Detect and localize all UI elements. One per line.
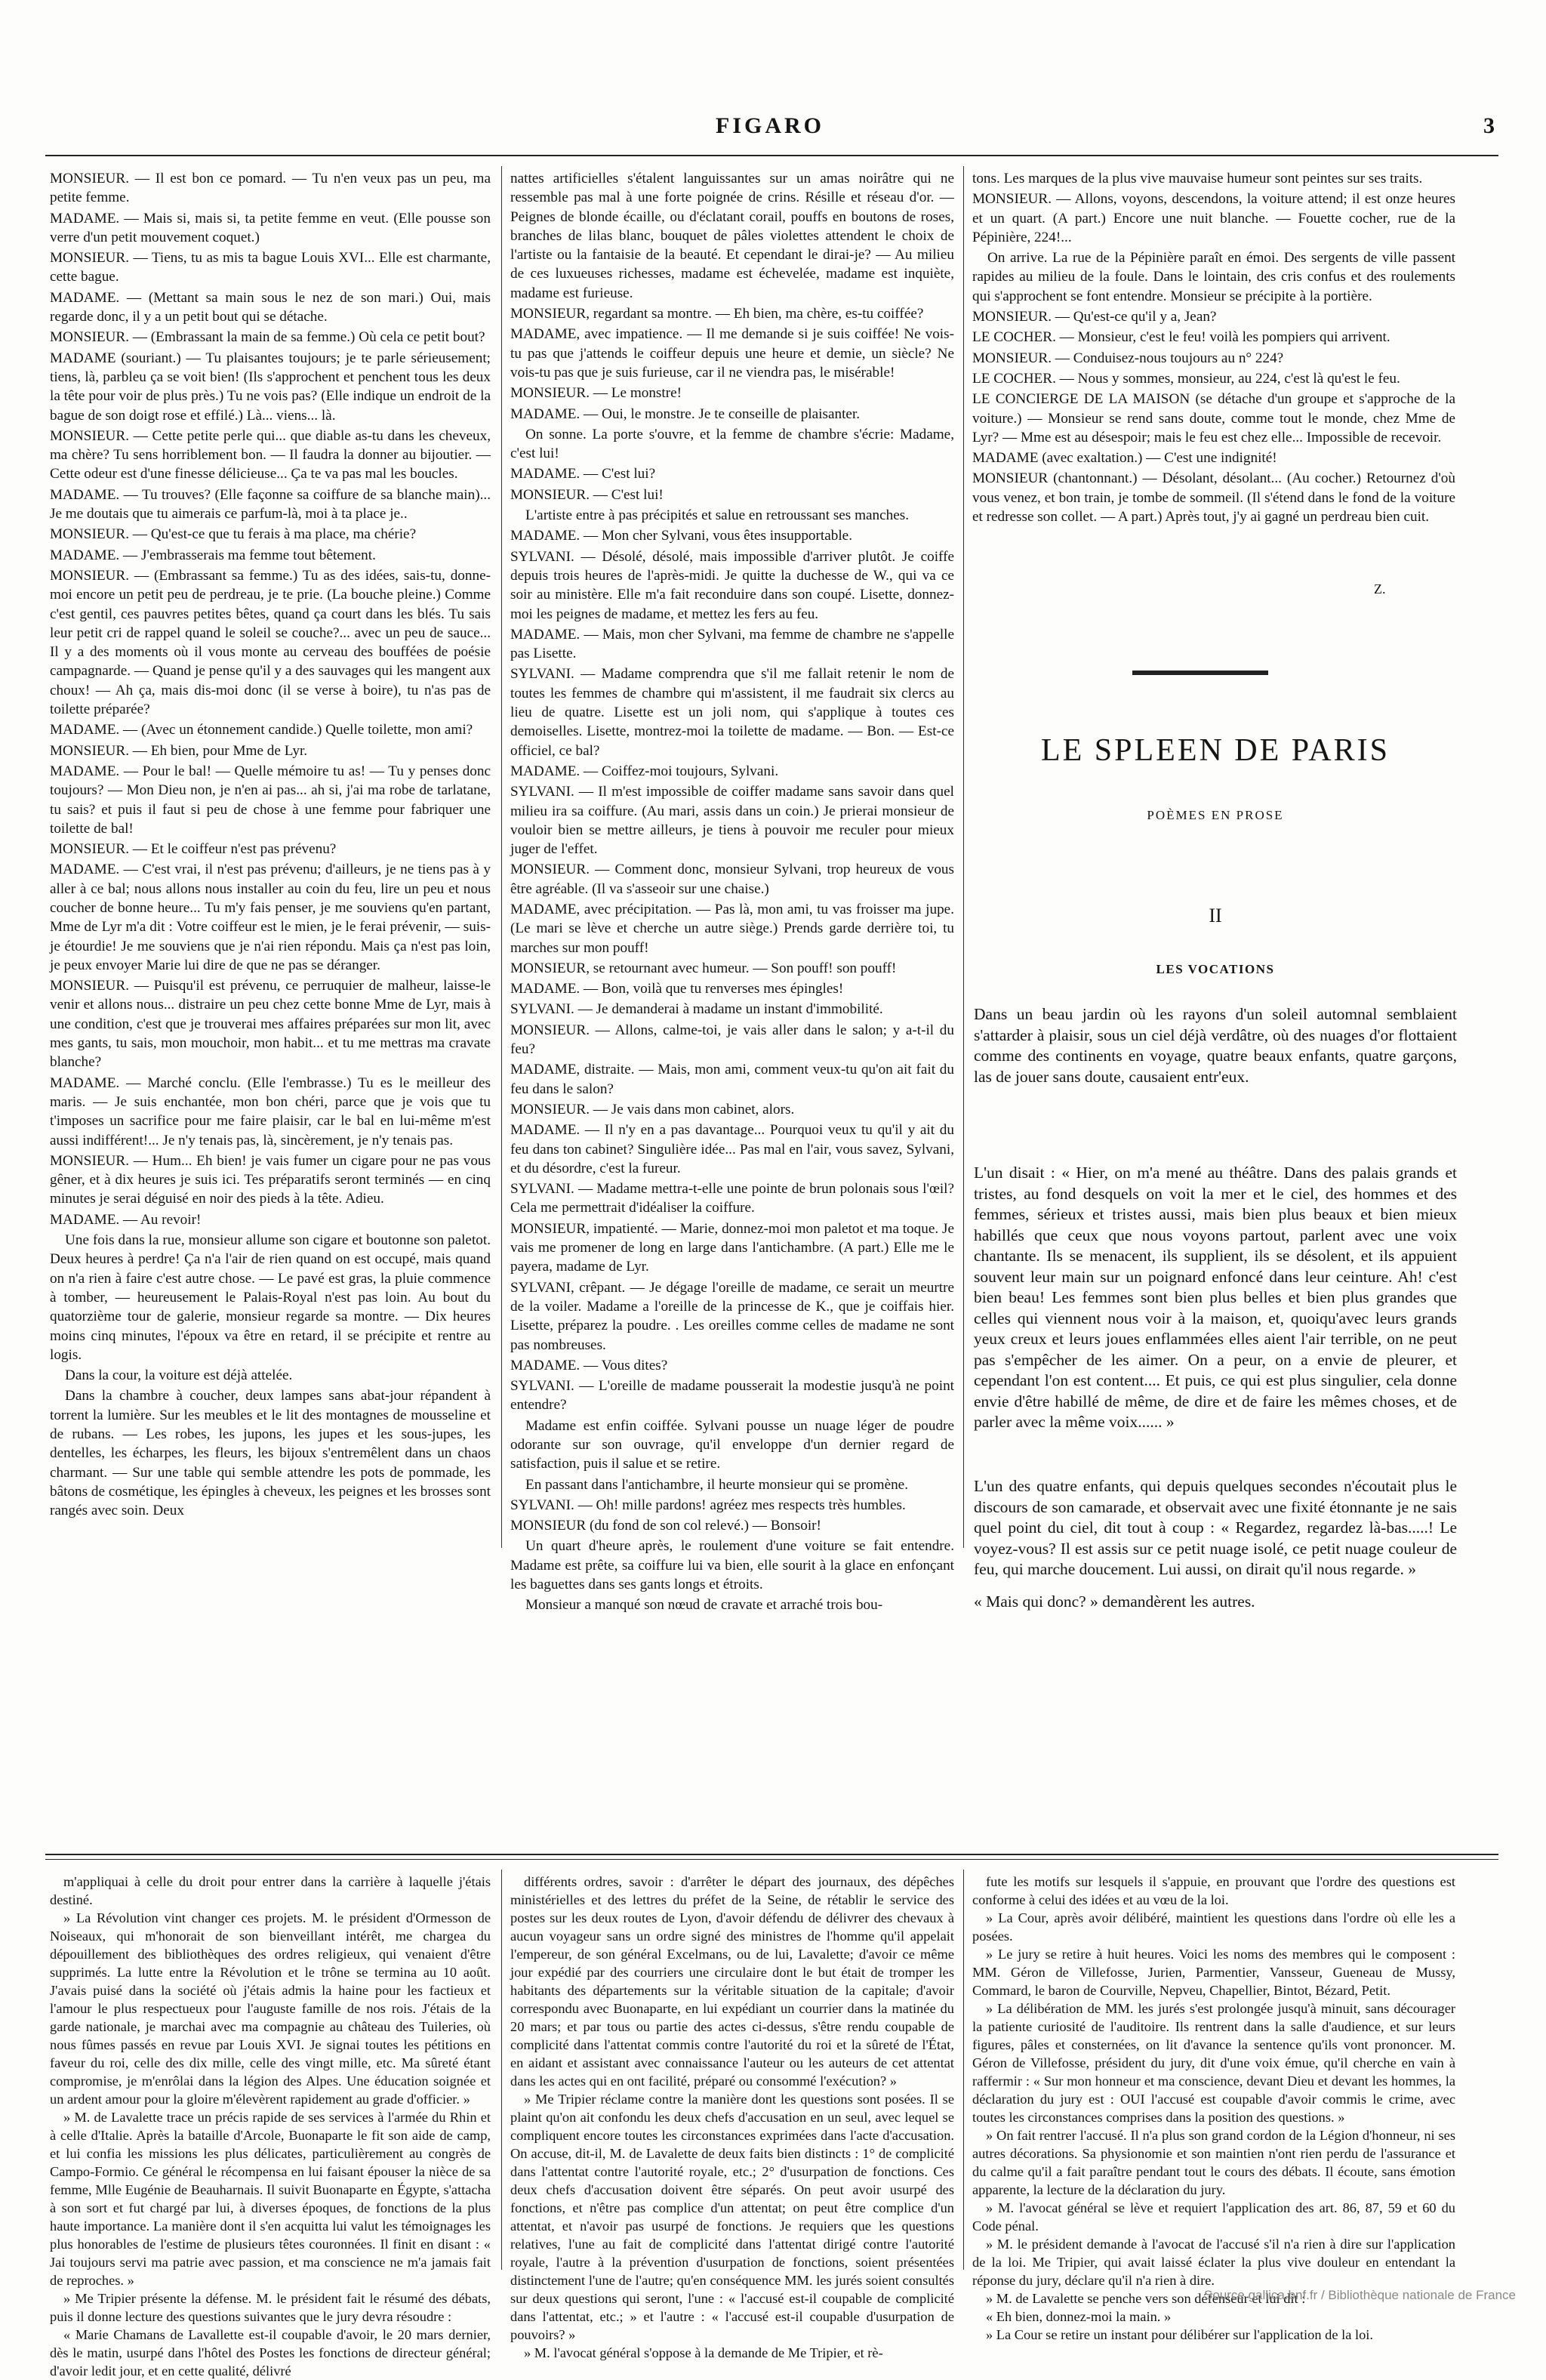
- paragraph: Madame est enfin coiffée. Sylvani pousse un nuage léger de poudre odorante sur son ouvrage, qu'il enveloppe d'un dernier regard de satisfaction, puis il salue et se retire.: [510, 1417, 954, 1472]
- paragraph: fute les motifs sur lesquels il s'appuie, en prouvant que l'ordre des questions est conforme à celui des idées et au vœu de la loi.: [972, 1874, 1455, 1907]
- paragraph: MADAME. — (Mettant sa main sous le nez de son mari.) Oui, mais regarde donc, il y a un petit bout qui se détache.: [50, 289, 491, 325]
- signature: Z.: [1374, 581, 1386, 597]
- paragraph: SYLVANI. — Madame mettra-t-elle une pointe de brun polonais sous l'œil? Cela me permettrait d'idéaliser la coiffure.: [510, 1181, 954, 1216]
- paragraph: MONSIEUR. — Allons, calme-toi, je vais aller dans le salon; y a-t-il du feu?: [510, 1022, 954, 1058]
- paragraph: m'appliquai à celle du droit pour entrer dans la carrière à laquelle j'étais destiné.: [50, 1874, 491, 1907]
- paragraph: MADAME. — Mais si, mais si, ta petite femme en veut. (Elle pousse son verre d'un petit mouvement coquet.): [50, 210, 491, 245]
- paragraph: On arrive. La rue de la Pépinière paraît en émoi. Des sergents de ville passent rapides au milieu de la foule. Dans le lointain, des cris confus et des roulements qui s'approchent se font entendre. Monsieur se précipite à la portière.: [972, 250, 1455, 304]
- paragraph: MADAME. — Pour le bal! — Quelle mémoire tu as! — Tu y penses donc toujours? — Mon Dieu non, je n'en ai pas... ah si, j'ai ma robe de tarlatane, tu sais? et puis il faut si peu de chose à une femme pour fabriquer une toilette de bal!: [50, 763, 491, 837]
- paragraph: SYLVANI. — Désolé, désolé, mais impossible d'arriver plutôt. Je coiffe depuis trois heures de l'après-midi. Je quitte la duchesse de W., qui va ce soir au ministère. Elle m'a fait reconduire dans son coupé. Lisette, donnez-moi les peignes de madame, et mettez les fers au feu.: [510, 548, 954, 622]
- bottom-column-2: [510, 1873, 954, 2360]
- paragraph: Dans la chambre à coucher, deux lampes sans abat-jour répandent à torrent la lumière. Sur les meubles et le lit des montagnes de mousseline et de rubans. — Les robes, les jupons, les jupes et les sous-jupes, les dentelles, les écharpes, les fleurs, les bijoux s'entremêlent dans un chaos charmant. — Sur une table qui semble attendre les pots de pommade, les bâtons de cosmétique, les épingles à cheveux, les peignes et les brosses sont rangés avec soin. Deux: [50, 1388, 491, 1519]
- poem-paragraph: Dans un beau jardin où les rayons d'un soleil automnal semblaient s'attarder à plaisir, sous un ciel déjà verdâtre, où des nuages d'or flottaient comme des continents en voyage, quatre beaux enfants, quatre garçons, las de jouer sans doute, causaient entr'eux.: [974, 1005, 1457, 1086]
- paragraph: En passant dans l'antichambre, il heurte monsieur qui se promène.: [525, 1476, 908, 1493]
- column-2-dialogue: [510, 169, 954, 1614]
- paragraph: MADAME. — Oui, le monstre. Je te conseille de plaisanter.: [510, 405, 861, 422]
- source-credit: Source gallica.bnf.fr / Bibliothèque nationale de France: [1204, 2288, 1516, 2302]
- paragraph: MADAME (souriant.) — Tu plaisantes toujours; je te parle sérieusement; tiens, là, parbleu ça se voit bien! (Ils s'approchent et penchent tous les deux la tête pour voir de plus près.) Tu ne vois pas? (Elle indique un endroit de la bague de son doigt rose et effilé.) Là... viens... là.: [50, 350, 491, 424]
- column-divider: [963, 166, 964, 1548]
- paragraph: » On fait rentrer l'accusé. Il n'a plus son grand cordon de la Légion d'honneur, ni ses autres décorations. Sa physionomie et son maintien n'ont rien perdu de l'assurance et du calme qu'il a fait paraître pendant tout le cours des débats. Il écoute, sans émotion apparente, la lecture de la déclaration du jury.: [972, 2128, 1455, 2197]
- section-heading: LES VOCATIONS: [1156, 962, 1275, 976]
- paragraph: MONSIEUR. — Cette petite perle qui... que diable as-tu dans les cheveux, ma chère? Tu sens horriblement bon. — Il faudra la donner au bijoutier. — Cette odeur est d'une finesse délicieuse... Ça te va pas mal les boucles.: [50, 427, 491, 482]
- ornament-rule: [1132, 671, 1268, 675]
- paragraph: différents ordres, savoir : d'arrêter le départ des journaux, des dépêches ministérielles et des lettres du préfet de la Seine, de rétablir le service des postes sur les deux routes de Lyon, d'avoir défendu de délivrer des chevaux à aucun voyageur sans un ordre signé des ministres de l'homme qu'il appelait l'empereur, de son général Excelmans, ou de lui, Lavalette; d'avoir ce même jour expédié par des courriers une circulaire dont le but était de tromper les habitants des départements sur la véritable situation de la capitale; d'avoir correspondu avec Buonaparte, en lui expédiant un courrier dans la matinée du 20 mars; et par tous ou partie des actes ci-dessus, s'être rendu coupable de complicité dans l'attentat commis contre l'autorité du roi et la sûreté de l'État, en aidant et assistant avec connaissance l'auteur ou les auteurs de cet attentat dans les actes qui en ont facilité, préparé ou consommé l'exécution? »: [510, 1874, 954, 2089]
- paragraph: MONSIEUR, impatienté. — Marie, donnez-moi mon paletot et ma toque. Je vais me promener de long en large dans l'antichambre. (A part.) Elle me le payera, madame de Lyr.: [510, 1220, 954, 1275]
- paragraph: » M. le président demande à l'avocat de l'accusé s'il n'a rien à dire sur l'application de la loi. Me Tripier, qui avait laissé éclater la plus vive douleur en entendant la réponse du jury, déclare qu'il n'a rien à dire.: [972, 2237, 1455, 2288]
- paragraph: nattes artificielles s'étalent languissantes sur un amas noirâtre qui ne ressemble pas mal à une forte poignée de crins. Résille et réseau d'or. — Peignes de blonde écaille, ou d'éclatant corail, pouffs en boutons de roses, branches de lilas blanc, bouquet de pâles violettes attendent le choix de l'artiste ou la fantaisie de la beauté. Et cependant le dirai-je? — Au milieu de ces luxueuses richesses, madame est échevelée, madame est inquiète, madame est furieuse.: [510, 171, 954, 301]
- paragraph: MONSIEUR. — Puisqu'il est prévenu, ce perruquier de malheur, laisse-le venir et allons nous... distraire un peu chez cette bonne Mme de Lyr, mais à une condition, c'est que je trouverai mes affaires préparées sur mon lit, avec mes gants, tu sais, mon mouchoir, mon habit... et tu me mettras ma cravate blanche?: [50, 978, 491, 1071]
- column-divider: [501, 1870, 502, 2270]
- paragraph: » La délibération de MM. les jurés s'est prolongée jusqu'à minuit, sans décourager la patiente curiosité de l'auditoire. Ils rentrent dans la salle d'audience, et sur leurs figures, pâles et consternées, on lit d'avance la sentence qu'ils vont prononcer. M. Géron de Villefosse, président du jury, dit d'une voix émue, qu'il cherche en vain à raffermir : « Sur mon honneur et ma conscience, devant Dieu et devant les hommes, la déclaration du jury est : OUI l'accusé est coupable d'avoir commis le crime, avec toutes les circonstances comprises dans la position des questions. »: [972, 2001, 1455, 2125]
- paragraph: MADAME, distraite. — Mais, mon ami, comment veux-tu qu'on ait fait du feu dans le salon?: [510, 1062, 954, 1097]
- paragraph: MONSIEUR. — Il est bon ce pomard. — Tu n'en veux pas un peu, ma petite femme.: [50, 171, 491, 206]
- bottom-column-1: [50, 1873, 491, 2378]
- poem-paragraph: « Mais qui donc? » demandèrent les autres.: [974, 1592, 1255, 1611]
- paragraph: » La Révolution vint changer ces projets. M. le président d'Ormesson de Noiseaux, qui m'honorait de son bienveillant intérêt, me chargea du dépouillement des bibliothèques des ordres religieux, qui venaient d'être supprimés. La lutte entre la Révolution et le trône se termina au 10 août. J'avais puisé dans la société où j'étais admis la haine pour les factieux et l'amour le plus respectueux pour l'auguste famille de nos rois. J'étais de la garde nationale, je marchai avec ma compagnie au château des Tuileries, où nous fûmes passés en revue par Louis XVI. Je signai toutes les pétitions en faveur du roi, celle des dix mille, celle des vingt mille, etc. Ma sûreté étant compromise, je m'enrôlai dans la légion des Alpes. Une éducation soignée et un ardent amour pour la gloire m'élevèrent rapidement au grade d'officier. »: [50, 1910, 491, 2107]
- section-rule: [45, 1854, 1498, 1855]
- paragraph: MONSIEUR. — Je vais dans mon cabinet, alors.: [510, 1101, 795, 1118]
- paragraph: « Eh bien, donnez-moi la main. »: [986, 2309, 1172, 2324]
- column-1-dialogue: [50, 169, 491, 1558]
- paragraph: MONSIEUR. — Tiens, tu as mis ta bague Louis XVI... Elle est charmante, cette bague.: [50, 250, 491, 285]
- paragraph: MONSIEUR. — Qu'est-ce que tu ferais à ma place, ma chérie?: [50, 526, 417, 543]
- paragraph: » Me Tripier réclame contre la manière dont les questions sont posées. Il se plaint qu'on ait confondu les deux chefs d'accusation en un seul, avec lequel se compliquent encore toutes les circonstances exprimées dans l'acte d'accusation. On accuse, dit-il, M. de Lavalette de deux faits bien distincts : 1° de complicité dans l'attentat contre l'autorité royale, etc.; 2° d'usurpation de fonctions. Ces deux chefs d'accusation doivent être séparés. On peut avoir usurpé des fonctions, et n'être pas complice d'un attentat; on peut être complice d'un attentat, et n'avoir pas usurpé de fonctions. Je requiers que les questions relatives, l'une au fait de complicité dans l'attentat dirigé contre l'autorité royale, l'autre à la prévention d'usurpation de fonctions, soient présentées distinctement l'une de l'autre; qu'en conséquence MM. les jurés soient consultés sur deux questions qui seront, l'une : « l'accusé est-il coupable de complicité dans l'attentat, etc.; » et l'autre : « l'accusé est-il coupable d'usurpation de pouvoirs? »: [510, 2092, 954, 2342]
- column-divider: [501, 166, 502, 1548]
- paragraph: MONSIEUR (du fond de son col relevé.) — Bonsoir!: [510, 1518, 821, 1534]
- paragraph: Dans la cour, la voiture est déjà attelée.: [65, 1367, 293, 1384]
- paragraph: » M. l'avocat général se lève et requiert l'application des art. 86, 87, 59 et 60 du Code pénal.: [972, 2200, 1455, 2234]
- paragraph: MONSIEUR. — Eh bien, pour Mme de Lyr.: [50, 742, 308, 759]
- column-3-dialogue: [972, 169, 1455, 592]
- paragraph: » M. de Lavalette trace un précis rapide de ses services à l'armée du Rhin et à celle d'Italie. Après la bataille d'Arcole, Buonaparte le fit son aide de camp, et lui confia les missions les plus délicates, particulièrement au congrès de Campo-Formio. Ce général le récompensa en lui faisant épouser la nièce de sa femme, Mlle Eugénie de Beauharnais. Il suivit Buonaparte en Égypte, s'attacha à son sort et fut chargé par lui, à diverses époques, de fonctions de la plus haute importance. La manière dont il s'en acquitta lui valut les témoignages les plus honorables de l'estime de plusieurs têtes couronnées. Il finit en disant : « Jai toujours servi ma patrie avec passion, et ma conscience ne m'a jamais fait de reproches. »: [50, 2110, 491, 2288]
- paragraph: MONSIEUR, regardant sa montre. — Eh bien, ma chère, es-tu coiffée?: [510, 306, 924, 322]
- paragraph: On sonne. La porte s'ouvre, et la femme de chambre s'écrie: Madame, c'est lui!: [510, 426, 954, 462]
- paragraph: MONSIEUR (chantonnant.) — Désolant, désolant... (Au cocher.) Retournez d'où vous venez, et bon train, je tombe de sommeil. (Il s'étend dans le fond de la voiture et redresse son collet. — A part.) Après tout, j'y ai gagné un perdreau bien cuit.: [972, 470, 1455, 526]
- section-numeral: II: [1209, 905, 1222, 926]
- paragraph: MONSIEUR. — Allons, voyons, descendons, la voiture attend; il est onze heures et un quart. (A part.) Encore une nuit blanche. — Fouette cocher, rue de la Pépinière, 224!...: [972, 191, 1455, 245]
- paragraph: MADAME. — Il n'y en a pas davantage... Pourquoi veux tu qu'il y ait du feu dans ton cabinet? Singulière idée... Pas mal en l'air, vous savez, Sylvani, et du désordre, c'est la fureur.: [510, 1122, 954, 1176]
- paragraph: » La Cour se retire un instant pour délibérer sur l'application de la loi.: [986, 2327, 1373, 2342]
- paragraph: MONSIEUR. — Comment donc, monsieur Sylvani, trop heureux de vous être agréable. (Il va s'asseoir sur une chaise.): [510, 862, 954, 897]
- poem-paragraph: L'un des quatre enfants, qui depuis quelques secondes n'écoutait plus le discours de son camarade, et observait avec une fixité étonnante je ne sais quel point du ciel, dit tout à coup : « Regardez, regardez là-bas.....! Le voyez-vous? Il est assis sur ce petit nuage isolé, ce petit nuage couleur de feu, qui marche doucement. Lui aussi, on dirait qu'il nous regarde. »: [974, 1477, 1457, 1578]
- paragraph: SYLVANI. — Il m'est impossible de coiffer madame sans savoir dans quel milieu ira sa coiffure. (Au mari, assis dans un coin.) Je prierai monsieur de vouloir bien se mettre ailleurs, je tiens à pouvoir me reculer pour mieux juger de l'effet.: [510, 784, 954, 858]
- paragraph: SYLVANI. — Madame comprendra que s'il me fallait retenir le nom de toutes les femmes de chambre qui m'assistent, il me faudrait six clercs au lieu de quatre. Lisette est un joli nom, qui s'applique à toutes ces demoiselles. Lisette, montrez-moi la toilette de madame. — Bon. — Est-ce officiel, ce bal?: [510, 666, 954, 759]
- paragraph: MONSIEUR. — Et le coiffeur n'est pas prévenu?: [50, 841, 337, 858]
- paragraph: Monsieur a manqué son nœud de cravate et arraché trois bou-: [525, 1597, 883, 1614]
- paragraph: MADAME. — C'est vrai, il n'est pas prévenu; d'ailleurs, je ne tiens pas à y aller à ce bal; nous allons nous installer au coin du feu, lire un peu et nous coucher de bonne heure... Tu m'y fais penser, je me souviens qu'en partant, Mme de Lyr m'a dit : Votre coiffeur est le mien, je le ferai prévenir, — suis-je étourdie! Je me souviens que je n'ai rien répondu. Mais ça n'est pas loin, je peux envoyer Marie lui dire de que ne pas se déranger.: [50, 862, 491, 973]
- paragraph: LE CONCIERGE DE LA MAISON (se détache d'un groupe et s'approche de la voiture.) — Monsieur se rend sans doute, comme tout le monde, chez Mme de Lyr? — Mme est au désespoir; mais le feu est chez elle... Impossible de recevoir.: [972, 391, 1455, 445]
- paragraph: MONSIEUR. — (Embrassant sa femme.) Tu as des idées, sais-tu, donne-moi encore un petit peu de perdreau, je te prie. (La bouche pleine.) Comme c'est gentil, ces pauvres petites bêtes, quand ça court dans les blés. Tu sais leur petit cri de rappel quand le soleil se couche?... avec un peu de sauce... Il y a des moments où il vous monte au cerveau des bouffées de poésie campagnarde. — Quand je pense qu'il y a des sauvages qui les mangent aux choux! — Ah ça, mais dis-moi donc (il se verse à boire), tu n'as pas de toilette préparée?: [50, 567, 491, 718]
- paragraph: » Me Tripier présente la défense. M. le président fait le résumé des débats, puis il donne lecture des questions suivantes que le jury devra résoudre :: [50, 2291, 491, 2324]
- paragraph: MADAME. — Coiffez-moi toujours, Sylvani.: [510, 763, 779, 779]
- paragraph: MADAME. — Au revoir!: [50, 1211, 202, 1228]
- paragraph: MADAME. — Bon, voilà que tu renverses mes épingles!: [510, 981, 844, 997]
- paragraph: SYLVANI, crêpant. — Je dégage l'oreille de madame, ce serait un meurtre de la voiler. Madame a l'oreille de la princesse de K., que je coiffais hier. Lisette, préparez la poudre. . Les oreilles comme celles de madame ne sont pas nombreuses.: [510, 1279, 954, 1353]
- paragraph: » M. de Lavalette se penche vers son défenseur et lui dit :: [986, 2291, 1306, 2306]
- paragraph: MONSIEUR. — Le monstre!: [510, 385, 682, 402]
- paragraph: MADAME (avec exaltation.) — C'est une indignité!: [972, 450, 1277, 467]
- paragraph: MADAME, avec précipitation. — Pas là, mon ami, tu vas froisser ma jupe. (Le mari se lève et cherche un autre siège.) Prends garde derrière toi, tu marches sur mon pouff!: [510, 901, 954, 956]
- paragraph: MONSIEUR. — Conduisez-nous toujours au n° 224?: [972, 350, 1284, 366]
- paragraph: » M. l'avocat général s'oppose à la demande de Me Tripier, et rè-: [524, 2345, 883, 2360]
- masthead: [45, 113, 1495, 143]
- paragraph: MADAME. — C'est lui?: [510, 466, 656, 482]
- paragraph: » Le jury se retire à huit heures. Voici les noms des membres qui le composent : MM. Géron de Villefosse, Jurien, Parmentier, Vansseur, Gueneau de Mussy, Commard, le baron de Courville, Nepveu, Chapellier, Bintot, Bézard, Petit.: [972, 1947, 1455, 1998]
- article-title: LE SPLEEN DE PARIS: [1040, 733, 1390, 768]
- paragraph: MADAME. — Tu trouves? (Elle façonne sa coiffure de sa blanche main)... Je me doutais que tu aimerais ce parfum-là, moi à ta place je..: [50, 486, 491, 523]
- newspaper-title: FIGARO: [716, 113, 824, 138]
- paragraph: Un quart d'heure après, le roulement d'une voiture se fait entendre. Madame est prête, sa coiffure lui va bien, elle sourit à la glace en enfonçant les baguettes dans ses gants longs et étroits.: [510, 1538, 954, 1593]
- paragraph: MADAME. — (Avec un étonnement candide.) Quelle toilette, mon ami?: [50, 722, 473, 738]
- paragraph: Une fois dans la rue, monsieur allume son cigare et boutonne son paletot. Deux heures à perdre! Ça n'a l'air de rien quand on est occupé, mais quand on n'a rien à faire c'est autre chose. — Le pavé est gras, la pluie commence à tomber, — heureusement le Palais-Royal n'est pas loin. Au bout du quatorzième tour de galerie, monsieur regarde sa montre. — Dix heures moins cinq minutes, l'époux va être en retard, il se précipite et rentre au logis.: [50, 1232, 491, 1363]
- paragraph: MADAME. — Marché conclu. (Elle l'embrasse.) Tu es le meilleur des maris. — Je suis enchantée, mon bon chéri, parce que je vois que tu t'imposes un sacrifice pour me faire plaisir, car le bal en lui-même m'est aussi indifférent!... Je n'y tenais pas, là, sincèrement, je n'y tenais pas.: [50, 1074, 491, 1148]
- article-subtitle: POÈMES EN PROSE: [1147, 808, 1284, 822]
- poem-paragraph: L'un disait : « Hier, on m'a mené au théâtre. Dans des palais grands et tristes, au fond desquels on voit la mer et le ciel, des hommes et des femmes, sérieux et tristes aussi, mais bien plus beaux et bien mieux habillés que ceux que nous voyons partout, parlent avec une voix chantante. Ils se menacent, ils supplient, ils se désolent, et ils appuient souvent leur main sur un poignard enfoncé dans leur ceinture. Ah! c'est bien beau! Les femmes sont bien plus belles et bien plus grandes que celles qui viennent nous voir à la maison, et, quoiqu'avec leurs grands yeux creux et leurs joues enflammées elles aient l'air terrible, on ne peut pas s'empêcher de les aimer. On a peur, on a envie de pleurer, et cependant l'on est content.... Et puis, ce qui est plus singulier, cela donne envie d'être habillé de même, de dire et de faire les mêmes choses, et de parler avec la même voix...... »: [974, 1164, 1457, 1431]
- paragraph: SYLVANI. — Je demanderai à madame un instant d'immobilité.: [510, 1001, 883, 1018]
- paragraph: « Marie Chamans de Lavallette est-il coupable d'avoir, le 20 mars dernier, dès le matin, usurpé dans l'hôtel des Postes les fonctions de directeur général; d'avoir ledit jour, et en cette qualité, délivré: [50, 2327, 491, 2378]
- paragraph: SYLVANI. — Oh! mille pardons! agréez mes respects très humbles.: [510, 1497, 906, 1513]
- paragraph: MONSIEUR. — Qu'est-ce qu'il y a, Jean?: [972, 309, 1217, 325]
- paragraph: MADAME. — J'embrasserais ma femme tout bêtement.: [50, 547, 376, 563]
- paragraph: MADAME. — Mais, mon cher Sylvani, ma femme de chambre ne s'appelle pas Lisette.: [510, 626, 954, 662]
- column-divider: [963, 1870, 964, 2270]
- paragraph: » La Cour, après avoir délibéré, maintient les questions dans l'ordre où elle les a posées.: [972, 1910, 1455, 1944]
- section-rule-thin: [45, 1859, 1498, 1860]
- paragraph: MONSIEUR, se retournant avec humeur. — Son pouff! son pouff!: [510, 960, 897, 976]
- paragraph: MONSIEUR. — (Embrassant la main de sa femme.) Où cela ce petit bout?: [50, 329, 485, 346]
- paragraph: MADAME. — Mon cher Sylvani, vous êtes insupportable.: [510, 528, 852, 544]
- page-number: 3: [1483, 113, 1495, 138]
- paragraph: LE COCHER. — Monsieur, c'est le feu! voilà les pompiers qui arrivent.: [972, 329, 1390, 346]
- paragraph: MONSIEUR. — Hum... Eh bien! je vais fumer un cigare pour ne pas vous gêner, et à dix heures je suis ici. Tes préparatifs seront terminés — en cinq minutes je serai déguisé en noir des pieds à la tête. Adieu.: [50, 1152, 491, 1207]
- paragraph: SYLVANI. — L'oreille de madame pousserait la modestie jusqu'à ne point entendre?: [510, 1378, 954, 1414]
- paragraph: MONSIEUR. — C'est lui!: [510, 486, 664, 503]
- paragraph: tons. Les marques de la plus vive mauvaise humeur sont peintes sur ses traits.: [972, 171, 1423, 187]
- paragraph: MADAME. — Vous dites?: [510, 1357, 668, 1373]
- top-rule: [45, 155, 1498, 156]
- paragraph: L'artiste entre à pas précipités et salue en retroussant ses manches.: [525, 507, 910, 524]
- paragraph: MADAME, avec impatience. — Il me demande si je suis coiffée! Ne vois-tu pas que j'attends le coiffeur depuis une heure et demie, un siècle? Ne vois-tu pas que je suis furieuse, car il ne viendra pas, le misérable!: [510, 326, 954, 381]
- paragraph: LE COCHER. — Nous y sommes, monsieur, au 224, c'est là qu'est le feu.: [972, 370, 1400, 387]
